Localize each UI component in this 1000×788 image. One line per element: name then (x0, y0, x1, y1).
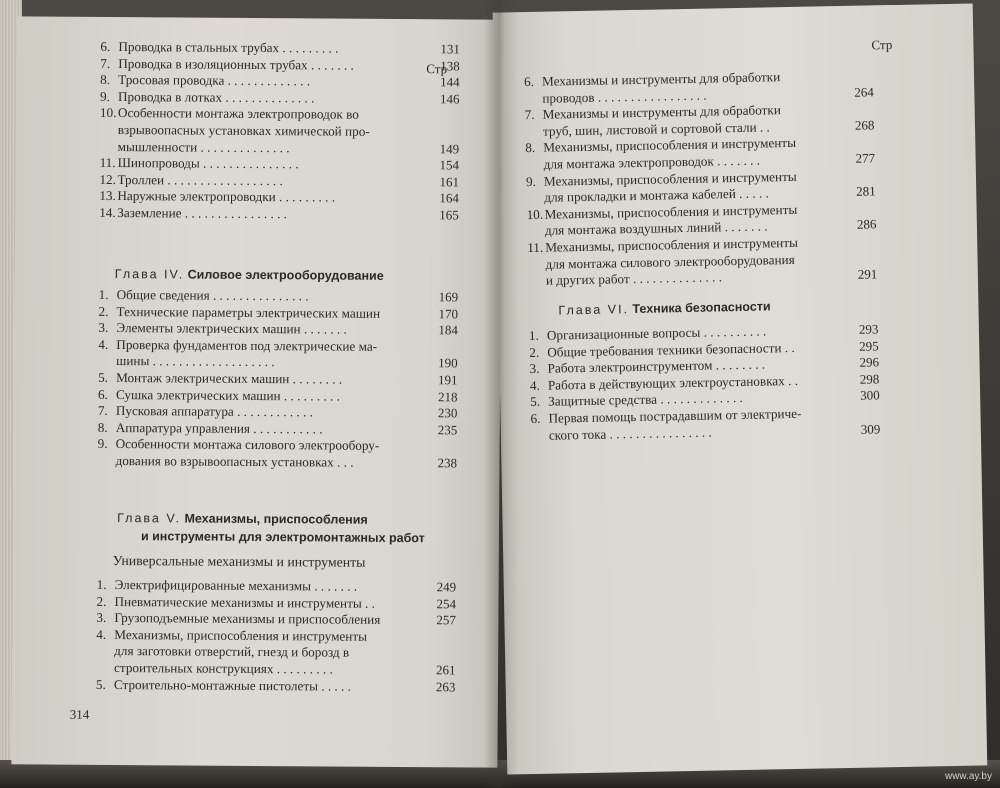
toc-entry-number: 2. (98, 303, 109, 319)
toc-entry-title: Троллеи . . . . . . . . . . . . . . . . . . (117, 171, 283, 188)
toc-entry-number: 1. (98, 286, 109, 302)
toc-entry-number: 3. (98, 320, 109, 336)
toc-entry-page: 190 (438, 355, 458, 371)
toc-entry-number: 5. (95, 676, 106, 692)
chapter-5-title-line1: Механизмы, приспособления (184, 511, 368, 527)
toc-entry-page: 238 (437, 455, 458, 471)
toc-entry-page: 257 (436, 612, 456, 628)
toc-entry-number: 10. (526, 206, 544, 222)
chapter-6-label: Глава VI. (558, 302, 630, 318)
chapter-6-title: Техника безопасности (632, 299, 771, 317)
toc-entry-number: 6. (523, 73, 535, 90)
toc-entry-page: 164 (439, 190, 459, 206)
toc-entry-page: 254 (436, 595, 457, 611)
toc-entry-title: для заготовки отверстий, гнезд и борозд в (114, 643, 350, 661)
toc-entry-title: труб, шин, листовой и сортовой стали . . (542, 119, 770, 139)
toc-entry-page: 263 (435, 678, 456, 694)
toc-entry-page: 218 (437, 388, 458, 404)
toc-entry-page: 169 (438, 289, 459, 305)
watermark: www.ay.by (944, 771, 992, 782)
toc-entry-title: для монтажа силового электрооборудования (545, 251, 795, 272)
toc-entry-title: Пусковая аппаратура . . . . . . . . . . . . (115, 403, 313, 420)
toc-entry-title: мышленности . . . . . . . . . . . . . . (117, 138, 290, 155)
toc-entry-number: 1. (96, 576, 107, 592)
toc-entry-title: Механизмы, приспособления и инструменты (543, 168, 797, 189)
toc-entry-page: 170 (438, 305, 459, 321)
toc-entry-title: Работа электроинструментом . . . . . . . . (547, 356, 766, 376)
toc-entry-page: 277 (855, 150, 876, 166)
right-page-header: Стр (871, 37, 893, 53)
toc-entry-title: Заземление . . . . . . . . . . . . . . . . (117, 204, 288, 222)
left-toc-top (99, 39, 460, 224)
toc-entry-number: 8. (100, 72, 111, 88)
toc-entry-number: 2. (529, 344, 540, 360)
toc-entry-number: 10. (99, 105, 117, 121)
toc-entry-title: Механизмы, приспособления и инструменты (545, 234, 799, 255)
toc-entry-number: 9. (100, 88, 111, 104)
toc-entry-number: 2. (96, 593, 107, 609)
toc-entry-number: 11. (99, 155, 116, 171)
toc-entry-page: 296 (859, 354, 880, 370)
toc-entry-title: Технические параметры электрических машин (116, 303, 381, 321)
toc-entry-title: Пневматические механизмы и инструменты . . (114, 593, 375, 611)
page-number: 314 (69, 706, 90, 722)
toc-entry-page: 184 (438, 322, 458, 338)
toc-entry-page: 235 (437, 422, 458, 438)
toc-entry-title: Особенности монтажа силового электрообору- (115, 436, 380, 454)
chapter-4-heading (115, 267, 384, 283)
toc-entry-page: 298 (859, 371, 880, 387)
toc-entry-page: 154 (439, 157, 460, 173)
toc-entry-title: Механизмы, приспособления и инструменты (543, 135, 797, 156)
toc-entry-page: 144 (440, 74, 460, 90)
toc-entry-title: Особенности монтажа электропроводок во (117, 105, 359, 123)
toc-entry-number: 6. (530, 410, 541, 426)
toc-entry-page: 268 (854, 117, 875, 133)
toc-entry-page: 295 (859, 337, 879, 354)
toc-entry-number: 14. (99, 204, 116, 220)
chapter-4-label: Глава IV. (114, 267, 185, 282)
toc-entry-number: 1. (528, 327, 539, 344)
toc-entry-number: 8. (525, 140, 536, 156)
right-toc-top (523, 68, 878, 290)
toc-entry-page: 291 (857, 266, 878, 282)
toc-entry-number: 4. (529, 377, 540, 393)
toc-entry-page: 300 (860, 387, 880, 404)
toc-entry-title: для монтажа воздушных линий . . . . . . . (544, 218, 768, 239)
toc-entry-title: Элементы электрических машин . . . . . . . (116, 320, 347, 337)
toc-entry-title: Аппаратура управления . . . . . . . . . . . (115, 419, 323, 437)
toc-entry-page: 161 (439, 174, 460, 190)
toc-entry-number: 6. (97, 386, 108, 402)
toc-entry-number: 5. (530, 394, 541, 410)
toc-entry (96, 676, 456, 695)
left-toc-chapter-4 (97, 287, 458, 472)
toc-entry-title: Первая помощь пострадавшим от электриче- (548, 405, 802, 426)
toc-entry (99, 205, 459, 224)
toc-entry-page: 138 (440, 57, 460, 74)
toc-entry-title: Механизмы, приспособления и инструменты (544, 201, 798, 222)
toc-entry-page: 293 (858, 321, 879, 337)
toc-entry-title: Проводка в стальных трубах . . . . . . . . . (118, 39, 339, 56)
toc-entry-number: 7. (97, 403, 108, 419)
chapter-5-heading-line1 (117, 511, 368, 527)
toc-entry-title: Защитные средства . . . . . . . . . . . . . (548, 390, 743, 410)
toc-entry-number: 7. (524, 107, 535, 123)
chapter-5-label: Глава V. (117, 511, 182, 526)
toc-entry-title: шины . . . . . . . . . . . . . . . . . . . (116, 353, 275, 370)
left-page (11, 16, 502, 767)
chapter-5-title-line2: и инструменты для электромонтажных работ (140, 529, 425, 546)
toc-entry-title: ского тока . . . . . . . . . . . . . . . . (548, 424, 712, 443)
right-page (493, 3, 988, 774)
toc-entry-title: Монтаж электрических машин . . . . . . . . (116, 369, 343, 387)
toc-entry-number: 11. (527, 239, 544, 255)
toc-entry (97, 453, 457, 472)
chapter-6-heading (558, 299, 770, 317)
toc-entry-title: Проверка фундаментов под электрические ма- (116, 336, 378, 354)
toc-entry-title: для монтажа электропроводок . . . . . . . (543, 152, 761, 172)
toc-entry-title: Сушка электрических машин . . . . . . . . . (115, 386, 341, 404)
toc-entry-page: 264 (854, 83, 874, 100)
toc-entry-title: Электрифицированные механизмы . . . . . . . (114, 577, 358, 594)
toc-entry-title: Общие сведения . . . . . . . . . . . . . . . (116, 287, 309, 304)
toc-entry-number: 3. (529, 361, 540, 377)
toc-entry-number: 4. (96, 626, 107, 642)
toc-entry-title: взрывоопасных установках химической про- (117, 121, 370, 139)
toc-entry-page: 149 (439, 140, 460, 156)
toc-entry-page: 286 (856, 216, 877, 233)
toc-entry-title: Строительно-монтажные пистолеты . . . . . (113, 676, 352, 694)
toc-entry-number: 3. (96, 610, 107, 626)
toc-entry-number: 9. (525, 173, 537, 189)
toc-entry-title: строительных конструкциях . . . . . . . . . (114, 659, 333, 677)
subheading: Универсальные механизмы и инструменты (112, 552, 366, 570)
toc-entry-title: для прокладки и монтажа кабелей . . . . . (544, 185, 769, 205)
toc-entry-number: 8. (97, 419, 108, 435)
toc-entry-page: 309 (860, 420, 881, 437)
toc-entry-title: проводов . . . . . . . . . . . . . . . . . (542, 87, 707, 106)
toc-entry-number: 5. (98, 369, 109, 385)
toc-entry-title: и других работ . . . . . . . . . . . . . . (545, 269, 723, 288)
toc-entry-page: 281 (856, 183, 876, 199)
toc-entry-number: 7. (100, 55, 111, 71)
toc-entry-title: Работа в действующих электроустановках . . (547, 372, 799, 393)
toc-entry-page: 146 (440, 91, 460, 107)
toc-entry-title: Организационные вопросы . . . . . . . . . . (546, 323, 767, 343)
toc-entry-title: Тросовая проводка . . . . . . . . . . . . . (118, 72, 311, 89)
toc-entry-page: 230 (437, 405, 458, 421)
toc-entry-page: 165 (439, 207, 459, 223)
left-toc-chapter-5 (96, 577, 457, 696)
toc-entry-page: 261 (436, 662, 456, 678)
toc-entry-title: Проводка в лотках . . . . . . . . . . . . . . (118, 88, 315, 106)
toc-entry-title: Шинопроводы . . . . . . . . . . . . . . . (117, 155, 299, 172)
toc-entry-number: 6. (100, 38, 111, 54)
toc-entry-page: 249 (436, 579, 457, 595)
right-toc-chapter-6 (528, 321, 881, 445)
book-gutter (484, 0, 518, 788)
toc-entry-title: Общие требования техники безопасности . . (547, 339, 795, 360)
toc-entry-page: 131 (440, 41, 460, 57)
toc-entry-title: Наружные электропроводки . . . . . . . . . (117, 188, 336, 205)
toc-entry-number: 9. (97, 436, 108, 452)
toc-entry-title: Грузоподъемные механизмы и приспособления (114, 610, 381, 628)
toc-entry-title: Механизмы, приспособления и инструменты (114, 626, 368, 644)
toc-entry-title: Механизмы и инструменты для обработки (542, 102, 781, 122)
toc-entry-number: 13. (99, 188, 116, 204)
toc-entry-title: Механизмы и инструменты для обработки (541, 69, 781, 89)
chapter-5-heading-line2 (141, 529, 425, 545)
toc-entry-page: 191 (438, 372, 458, 388)
toc-entry-number: 4. (98, 336, 109, 352)
toc-entry-title: дования во взрывоопасных установках . . . (115, 452, 354, 470)
toc-entry-number: 12. (99, 171, 117, 187)
toc-entry-title: Проводка в изоляционных трубах . . . . . . . (118, 55, 354, 73)
left-page-header: Стр (426, 61, 448, 77)
chapter-4-title: Силовое электрооборудование (187, 267, 384, 283)
